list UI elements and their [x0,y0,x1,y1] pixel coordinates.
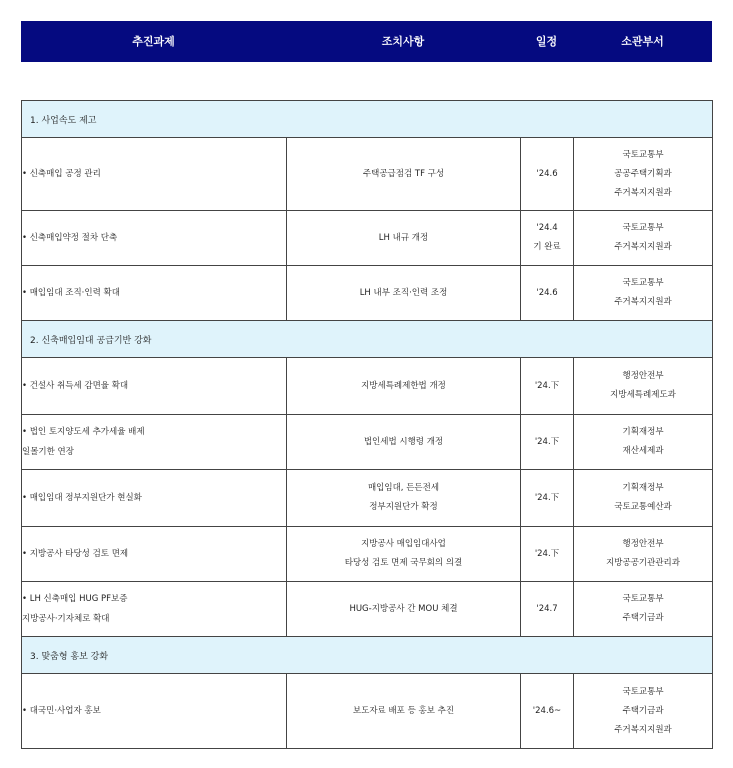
action-line: 정부지원단가 확정 [369,502,438,512]
cell-action [287,266,521,321]
dept-line: 주거복지지원과 [614,297,672,307]
section-header-row [22,321,713,358]
task-line: • 지방공사 타당성 검토 면제 [22,549,129,559]
section-title: 3. 맞춤형 홍보 강화 [22,637,713,674]
dept-line: 국토교통부 [622,278,664,288]
dept-line: 국토교통부 [622,594,664,604]
dept-line: 국토교통부 [622,686,664,697]
cell-schedule [521,527,574,582]
header-task: 추진과제 [132,35,175,48]
cell-dept [574,582,713,637]
task-line: • 법인 토지양도세 추가세율 배제 [22,427,145,437]
action-line: 보도자료 배포 등 홍보 추진 [352,705,455,716]
table-row [22,470,713,527]
task-line: • LH 신축매입 HUG PF보증 [22,594,128,604]
action-line: 타당성 검토 면제 국무회의 의결 [344,558,463,568]
dept-line: 공공주택기획과 [614,168,672,179]
task-line: • 대국민·사업자 홍보 [22,706,101,716]
cell-task [22,211,287,266]
task-line: • 신축매입 공정 관리 [22,169,101,179]
cell-schedule [521,138,574,211]
action-line: LH 내규 개정 [378,232,429,243]
cell-action [287,674,521,749]
cell-action [287,138,521,211]
cell-task [22,415,287,470]
cell-schedule [521,211,574,266]
table-row [22,211,713,266]
cell-schedule [521,358,574,415]
cell-schedule [521,415,574,470]
cell-action [287,582,521,637]
cell-dept [574,358,713,415]
cell-dept [574,415,713,470]
cell-action [287,527,521,582]
table-row [22,266,713,321]
action-line: 매입임대, 든든전세 [367,483,440,493]
dept-line: 재산세제과 [622,446,664,456]
dept-line: 국토교통부 [622,223,664,233]
task-table [21,100,713,749]
dept-line: 주거복지지원과 [614,187,672,198]
action-line: 주택공급점검 TF 구성 [362,168,445,179]
dept-line: 기획재정부 [622,483,664,493]
dept-line: 지방세특례제도과 [610,390,676,400]
cell-task [22,582,287,637]
cell-task [22,470,287,527]
task-line: • 신축매입약정 절차 단축 [22,233,118,243]
task-line: 일몰기한 연장 [22,447,74,457]
cell-action [287,470,521,527]
cell-action [287,358,521,415]
dept-line: 지방공공기관관리과 [606,558,680,568]
cell-action [287,415,521,470]
schedule-line: '24.下 [534,380,560,391]
dept-line: 주거복지지원과 [614,242,672,252]
cell-dept [574,211,713,266]
dept-line: 주택기금과 [622,613,664,623]
task-line: • 매입임대 정부지원단가 현실화 [22,493,142,503]
cell-schedule [521,470,574,527]
cell-task [22,527,287,582]
cell-task [22,358,287,415]
table-header-bar [21,21,712,62]
table-row [22,674,713,749]
action-line: LH 내부 조직·인력 조정 [359,287,448,298]
action-line: 지방세특례제한법 개정 [361,380,446,391]
dept-line: 행정안전부 [622,371,664,381]
cell-action [287,211,521,266]
dept-line: 국토교통부 [622,149,664,160]
cell-dept [574,470,713,527]
header-action: 조치사항 [381,35,425,48]
section-title: 2. 신축매입임대 공급기반 강화 [22,321,713,358]
table-row [22,358,713,415]
schedule-line: 기 완료 [533,242,561,252]
schedule-line: '24.6 [536,287,558,298]
dept-line: 국토교통예산과 [614,502,672,512]
section-header-row [22,101,713,138]
task-line: • 건설사 취득세 감면율 확대 [22,381,129,391]
action-line: 지방공사 매입임대사업 [361,539,446,549]
schedule-line: '24.下 [534,436,560,447]
table-row [22,527,713,582]
cell-schedule [521,674,574,749]
action-line: HUG-지방공사 간 MOU 체결 [349,603,458,614]
header-dept: 소관부서 [621,35,664,48]
cell-dept [574,527,713,582]
table-row [22,138,713,211]
schedule-line: '24.下 [534,492,560,503]
schedule-line: '24.下 [534,548,560,559]
dept-line: 행정안전부 [622,539,664,549]
section-title: 1. 사업속도 제고 [22,101,713,138]
table-row [22,415,713,470]
schedule-line: '24.4 [536,223,558,233]
cell-task [22,674,287,749]
action-line: 법인세법 시행령 개정 [363,436,444,447]
task-line: 지방공사·기자체로 확대 [22,614,110,624]
dept-line: 주택기금과 [622,705,664,716]
cell-task [22,266,287,321]
task-line: • 매입임대 조직·인력 확대 [22,288,120,298]
dept-line: 기획재정부 [622,427,664,437]
cell-schedule [521,582,574,637]
header-schedule: 일정 [535,35,558,48]
cell-schedule [521,266,574,321]
cell-dept [574,138,713,211]
dept-line: 주거복지지원과 [614,724,672,735]
cell-dept [574,674,713,749]
schedule-line: '24.6 [536,168,558,179]
cell-task [22,138,287,211]
schedule-line: '24.7 [536,603,558,614]
schedule-line: '24.6~ [532,705,562,716]
table-row [22,582,713,637]
section-header-row [22,637,713,674]
cell-dept [574,266,713,321]
